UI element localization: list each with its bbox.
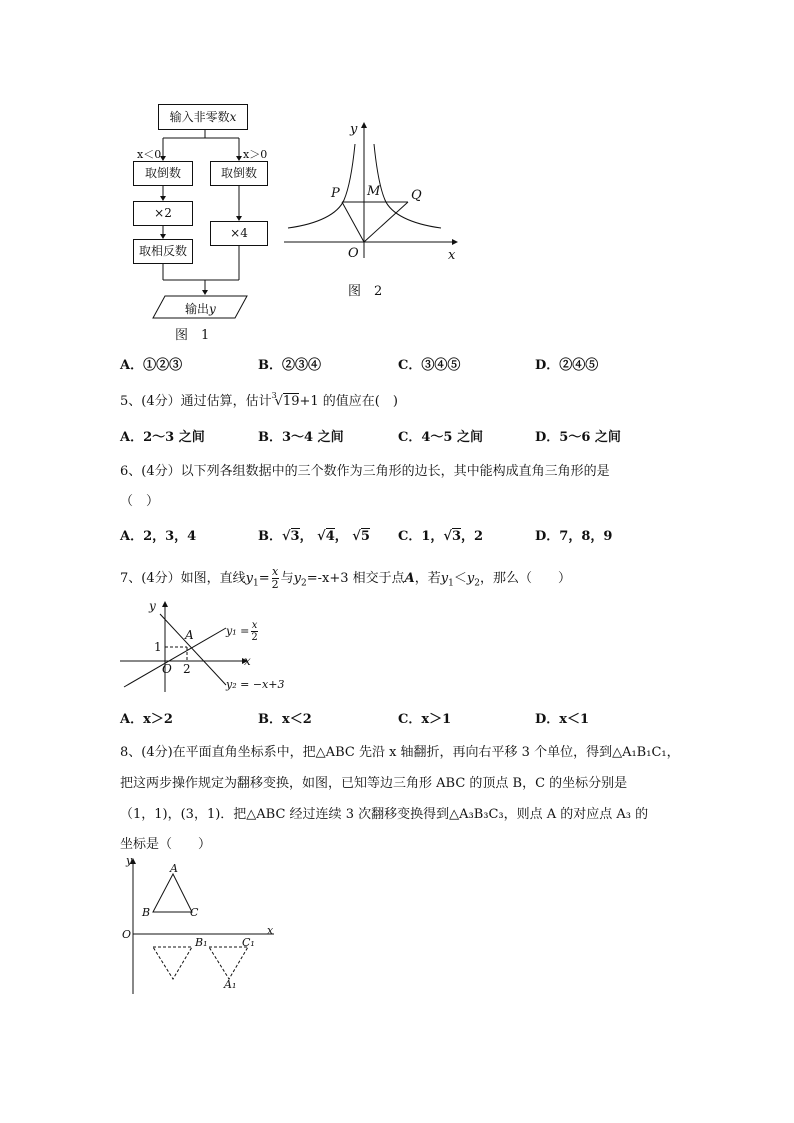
question-8-line3: （1，1)，(3，1)．把△ABC 经过连续 3 次翻移变换得到△A₃B₃C₃，则点 A 的对应点 A₃ 的 [120, 807, 649, 822]
figure-1-caption: 图 1 [175, 328, 210, 343]
question-8-line2: 把这两步操作规定为翻移变换，如图，已知等边三角形 ABC 的顶点 B，C 的坐标分别是 [120, 776, 628, 791]
q7-axis-x: x [244, 654, 251, 668]
q5-option-c: C．4～5 之间 [398, 430, 483, 445]
q8-point-B1: B₁ [195, 936, 208, 949]
q7-origin: O [162, 662, 172, 676]
q4-option-d: D．②④⑤ [535, 358, 599, 373]
axis-y-label: y [350, 122, 358, 137]
question-8-figure [118, 856, 278, 996]
input-box: 输入非零数x [158, 104, 248, 130]
point-Q-label: Q [411, 188, 422, 203]
q6-option-a: A．2，3，4 [120, 529, 197, 544]
q7-line2-label: y₂ = −x+3 [226, 678, 285, 691]
q8-point-B: B [142, 906, 151, 919]
q5-option-d: D．5～6 之间 [535, 430, 621, 445]
axis-x-label: x [448, 248, 456, 263]
hyperbola-plot [278, 120, 468, 300]
q7-tick-2: 2 [183, 662, 191, 676]
q8-origin: O [122, 928, 132, 941]
q8-point-A1: A₁ [224, 978, 237, 991]
question-5: 5、(4分）通过估算，估计 3 √19+1 的值应在( ) [120, 391, 398, 409]
figure-2-graph [278, 120, 468, 300]
point-M-label: M [367, 184, 381, 199]
q7-option-a: A．x＞2 [120, 712, 173, 727]
question-8-line4: 坐标是（ ） [120, 837, 212, 852]
q6-option-d: D．7，8，9 [535, 529, 613, 544]
q5-option-a: A．2～3 之间 [120, 430, 205, 445]
figure-1-flowchart [125, 96, 268, 346]
q4-option-a: A．①②③ [120, 358, 183, 373]
q8-triangles-plot [118, 856, 278, 996]
figure-2-caption: 图 2 [348, 284, 383, 299]
q7-axis-y: y [149, 599, 156, 613]
negate-box: 取相反数 [133, 239, 193, 264]
q8-point-A: A [170, 862, 178, 875]
question-6-line1: 6、(4分）以下列各组数据中的三个数作为三角形的边长，其中能构成直角三角形的是 [120, 464, 610, 479]
q6-option-c: C．1，√3，2 [398, 529, 484, 544]
q7-line1-label: y₁ = $\frac{x}{2}$ [226, 620, 258, 643]
times-4-box: ×4 [210, 221, 268, 246]
q8-axis-y: y [126, 854, 133, 867]
left-reciprocal-box: 取倒数 [133, 161, 193, 186]
q7-option-b: B．x＜2 [258, 712, 312, 727]
question-8-line1: 8、(4分)在平面直角坐标系中，把△ABC 先沿 x 轴翻折，再向右平移 3 个单位，得到△A₁B₁C₁， [120, 745, 680, 760]
q8-point-C1: C₁ [242, 936, 255, 949]
q4-option-c: C．③④⑤ [398, 358, 461, 373]
question-7-figure [118, 600, 298, 695]
condition-x-positive: x＞0 [243, 148, 268, 161]
right-reciprocal-box: 取倒数 [210, 161, 268, 186]
times-2-box: ×2 [133, 201, 193, 226]
q5-option-b: B．3～4 之间 [258, 430, 344, 445]
question-7: 7、(4分）如图，直线$y_1=$ $\frac{x}{2}$ 与$y_2=-x+3$ 相交于点A，若$y_1<y_2$，那么（ ） [120, 565, 571, 591]
q7-point-A: A [185, 628, 194, 642]
question-6-line2: （ ） [120, 494, 160, 509]
q7-option-d: D．x＜1 [535, 712, 590, 727]
point-P-label: P [331, 186, 340, 201]
origin-label: O [348, 246, 359, 261]
q8-axis-x: x [267, 924, 274, 937]
q7-option-c: C．x＞1 [398, 712, 452, 727]
q8-point-C: C [190, 906, 199, 919]
q7-tick-1: 1 [154, 640, 162, 654]
output-label: 输出y [185, 302, 216, 316]
q6-option-b: B．√3， √4， √5 [258, 529, 370, 544]
q4-option-b: B．②③④ [258, 358, 321, 373]
condition-x-negative: x＜0 [137, 148, 162, 161]
